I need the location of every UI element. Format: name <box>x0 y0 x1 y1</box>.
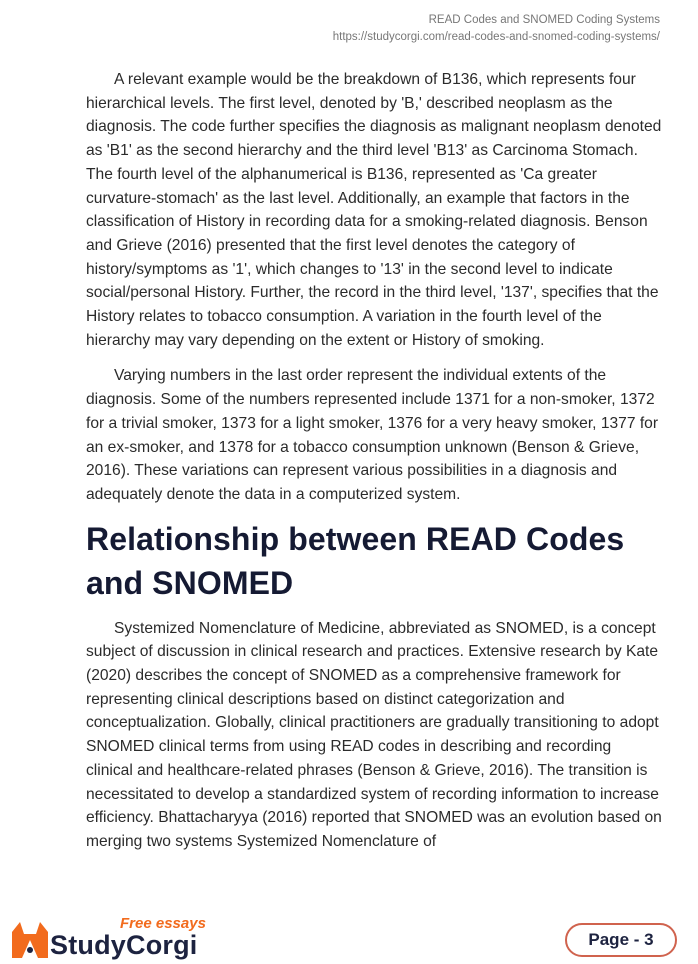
corgi-icon <box>8 920 52 960</box>
studycorgi-logo[interactable] <box>8 910 238 964</box>
page-number-badge: Page - 3 <box>565 923 677 957</box>
article-body <box>86 68 662 854</box>
logo-tagline: Free essays <box>120 915 206 932</box>
paragraph-b136-example: A relevant example would be the breakdown of B136, which represents four hierarchical levels. The first level, denoted by 'B,' described neoplasm as the diagnosis. The code further specifies the diagnosis as malignant neoplasm denoted as 'B1' as the second hierarchy and the third level 'B13' as Carcinoma Stomach. The fourth level of the alphanumerical is B136, represented as 'Ca greater curvature-stomach' as the last level. Additionally, an example that factors in the classification of History in recording data for a smoking-related diagnosis. Benson and Grieve (2016) presented that the first level denotes the category of history/symptoms as '1', which changes to '13' in the second level to indicate social/personal History. Further, the record in the third level, '137', specifies that the History relates to tobacco consumption. A variation in the fourth level of the hierarchy may vary depending on the extent or History of smoking. <box>86 71 662 349</box>
document-title: READ Codes and SNOMED Coding Systems <box>428 14 660 26</box>
page-header <box>333 12 660 46</box>
page-footer <box>0 906 698 964</box>
document-url[interactable]: https://studycorgi.com/read-codes-and-snomed-coding-systems/ <box>332 31 660 43</box>
paragraph-snomed-intro: Systemized Nomenclature of Medicine, abbreviated as SNOMED, is a concept subject of discussion in clinical research and practices. Extensive research by Kate (2020) describes the concept of SNOMED as a comprehensive framework for representing clinical descriptions based on distinct categorization and conceptualization. Globally, clinical practitioners are gradually transitioning to adopt SNOMED clinical terms from using READ codes in describing and recording clinical and healthcare-related phrases (Benson & Grieve, 2016). The transition is necessitated to develop a standardized system of recording information to increase efficiency. Bhattacharyya (2016) reported that SNOMED was an evolution based on merging two systems Systemized Nomenclature of <box>86 619 662 850</box>
logo-brand-name: StudyCorgi <box>50 930 198 960</box>
paragraph-smoking-variations: Varying numbers in the last order represent the individual extents of the diagnosis. Some of the numbers represented include 1371 for a non-smoker, 1372 for a trivial smoker, 1373 for a light smoker, 1376 for a very heavy smoker, 1377 for an ex-smoker, and 1378 for a tobacco consumption unknown (Benson & Grieve, 2016). These variations can represent various possibilities in a diagnosis and adequately denote the data in a computerized system. <box>86 367 659 503</box>
section-heading: Relationship between READ Codes and SNOMED <box>86 520 625 601</box>
